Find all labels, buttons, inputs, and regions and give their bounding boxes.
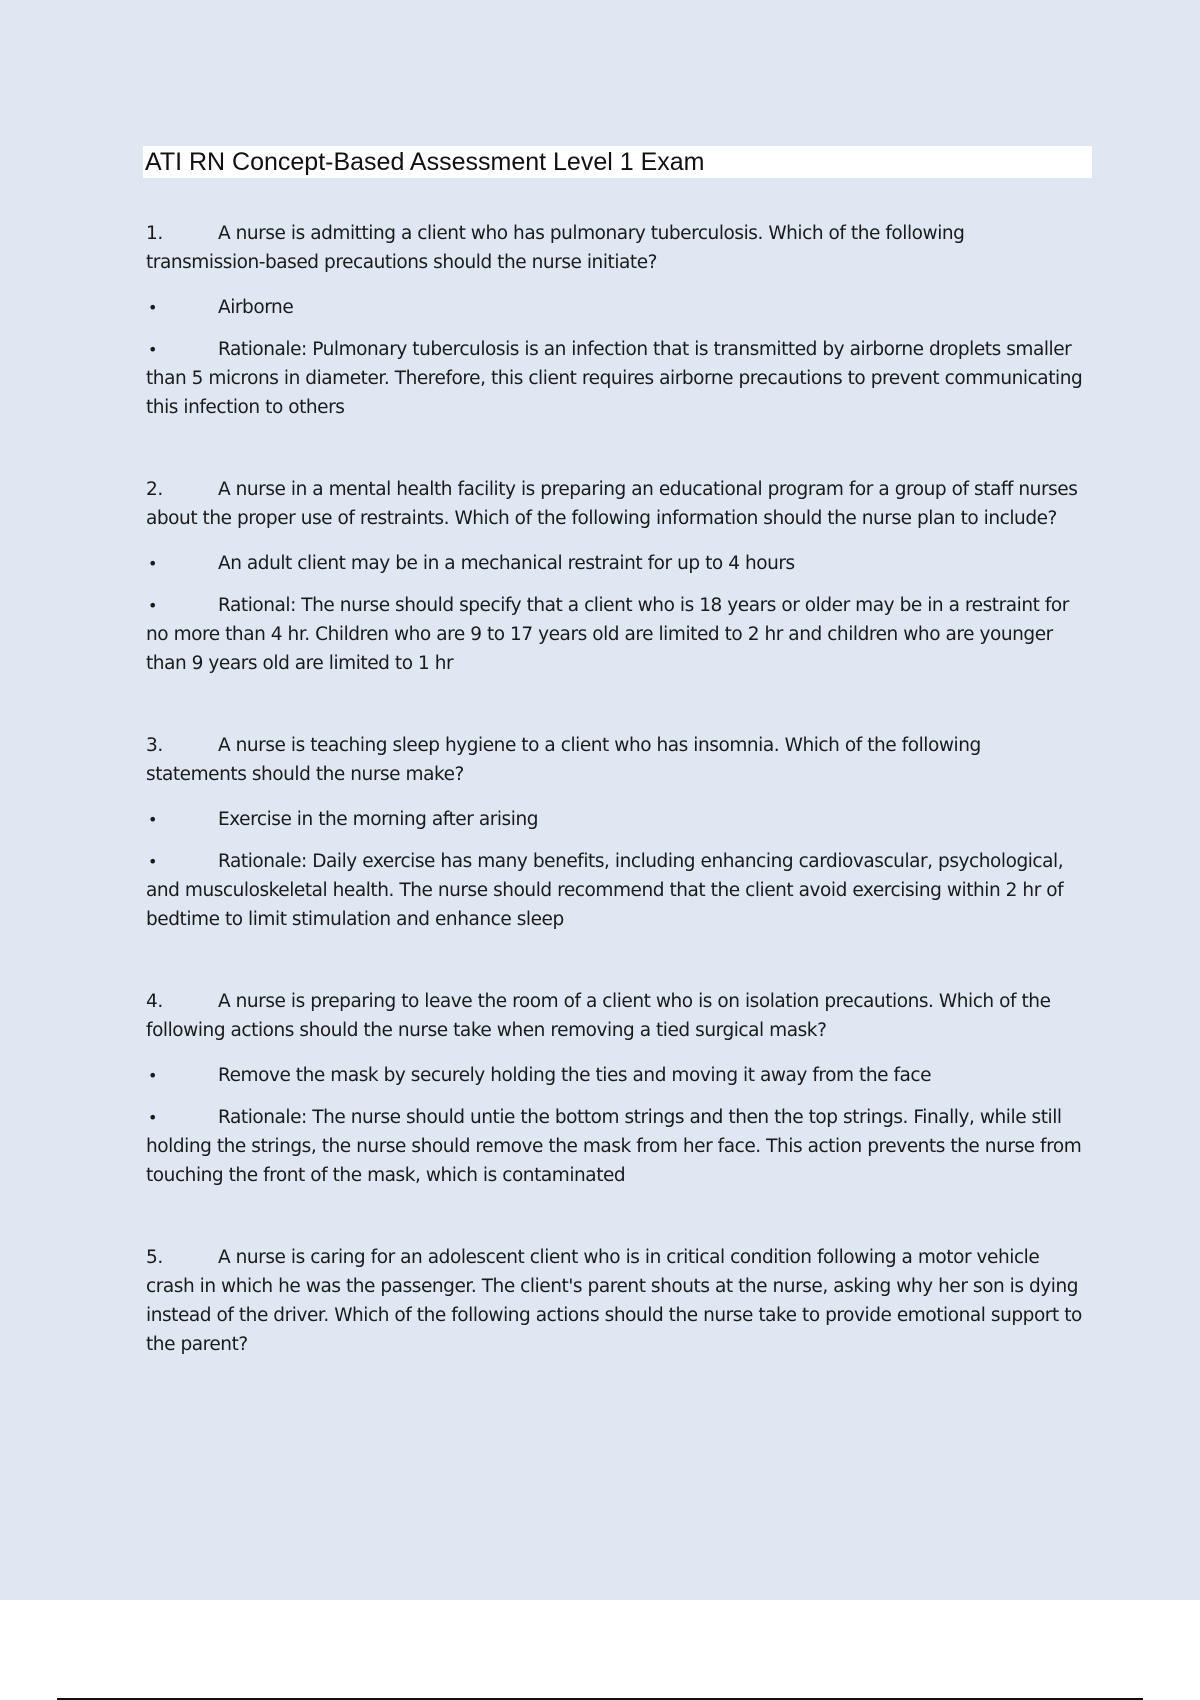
rationale-item — [146, 847, 1086, 934]
question-1 — [146, 219, 1086, 422]
bullet-icon: • — [148, 340, 157, 359]
question-text — [146, 1243, 1086, 1359]
rationale-text: Rationale: Daily exercise has many benefits, including enhancing cardiovascular, psychological, and musculoskeletal health. The nurse should recommend that the client avoid exercising within 2 hr of bedtime to limit stimulation and enhance sleep — [146, 851, 1064, 930]
answer-text: Remove the mask by securely holding the ties and moving it away from the face — [218, 1065, 932, 1086]
answer-text: Exercise in the morning after arising — [218, 809, 539, 830]
question-number: 5. — [146, 1247, 163, 1268]
question-3 — [146, 731, 1086, 934]
bullet-icon: • — [148, 298, 157, 317]
question-5 — [146, 1243, 1086, 1359]
question-stem: A nurse is preparing to leave the room of a client who is on isolation precautions. Which of the following actions should the nurse take when removing a tied surgical mask? — [146, 991, 1051, 1041]
rationale-item — [146, 1103, 1086, 1190]
question-text — [146, 475, 1086, 533]
answer-text: Airborne — [218, 297, 294, 318]
question-stem: A nurse is teaching sleep hygiene to a client who has insomnia. Which of the following statements should the nurse make? — [146, 735, 981, 785]
bullet-icon: • — [148, 1066, 157, 1085]
answer-item — [146, 805, 1086, 834]
document-title: ATI RN Concept-Based Assessment Level 1 Exam — [143, 146, 1092, 178]
rationale-text: Rationale: The nurse should untie the bottom strings and then the top strings. Finally, while still holding the strings, the nurse should remove the mask from her face. This action prevents the nurse from touching the front of the mask, which is contaminated — [146, 1107, 1082, 1186]
answer-text: An adult client may be in a mechanical restraint for up to 4 hours — [218, 553, 795, 574]
answer-item — [146, 549, 1086, 578]
question-text — [146, 731, 1086, 789]
question-number: 3. — [146, 735, 163, 756]
bullet-icon: • — [148, 1108, 157, 1127]
question-number: 2. — [146, 479, 163, 500]
question-number: 4. — [146, 991, 163, 1012]
bullet-icon: • — [148, 810, 157, 829]
question-stem: A nurse is admitting a client who has pulmonary tuberculosis. Which of the following transmission-based precautions should the nurse initiate? — [146, 223, 965, 273]
rationale-item — [146, 591, 1086, 678]
answer-item — [146, 293, 1086, 322]
question-list — [146, 219, 1086, 1375]
bullet-icon: • — [148, 596, 157, 615]
question-number: 1. — [146, 223, 163, 244]
question-4 — [146, 987, 1086, 1190]
bullet-icon: • — [148, 554, 157, 573]
question-stem: A nurse in a mental health facility is preparing an educational program for a group of staff nurses about the proper use of restraints. Which of the following information should the nurse plan to include? — [146, 479, 1078, 529]
question-text — [146, 987, 1086, 1045]
rationale-item — [146, 335, 1086, 422]
rationale-text: Rational: The nurse should specify that a client who is 18 years or older may be in a restraint for no more than 4 hr. Children who are 9 to 17 years old are limited to 2 hr and children who are younger than 9 years old are limited to 1 hr — [146, 595, 1069, 674]
bullet-icon: • — [148, 852, 157, 871]
question-2 — [146, 475, 1086, 678]
question-text — [146, 219, 1086, 277]
rationale-text: Rationale: Pulmonary tuberculosis is an infection that is transmitted by airborne droplets smaller than 5 microns in diameter. Therefore, this client requires airborne precautions to prevent communicating this infection to others — [146, 339, 1083, 418]
answer-item — [146, 1061, 1086, 1090]
question-stem: A nurse is caring for an adolescent client who is in critical condition following a motor vehicle crash in which he was the passenger. The client's parent shouts at the nurse, asking why her son is dying instead of the driver. Which of the following actions should the nurse take to provide emotional support to the parent? — [146, 1247, 1082, 1355]
